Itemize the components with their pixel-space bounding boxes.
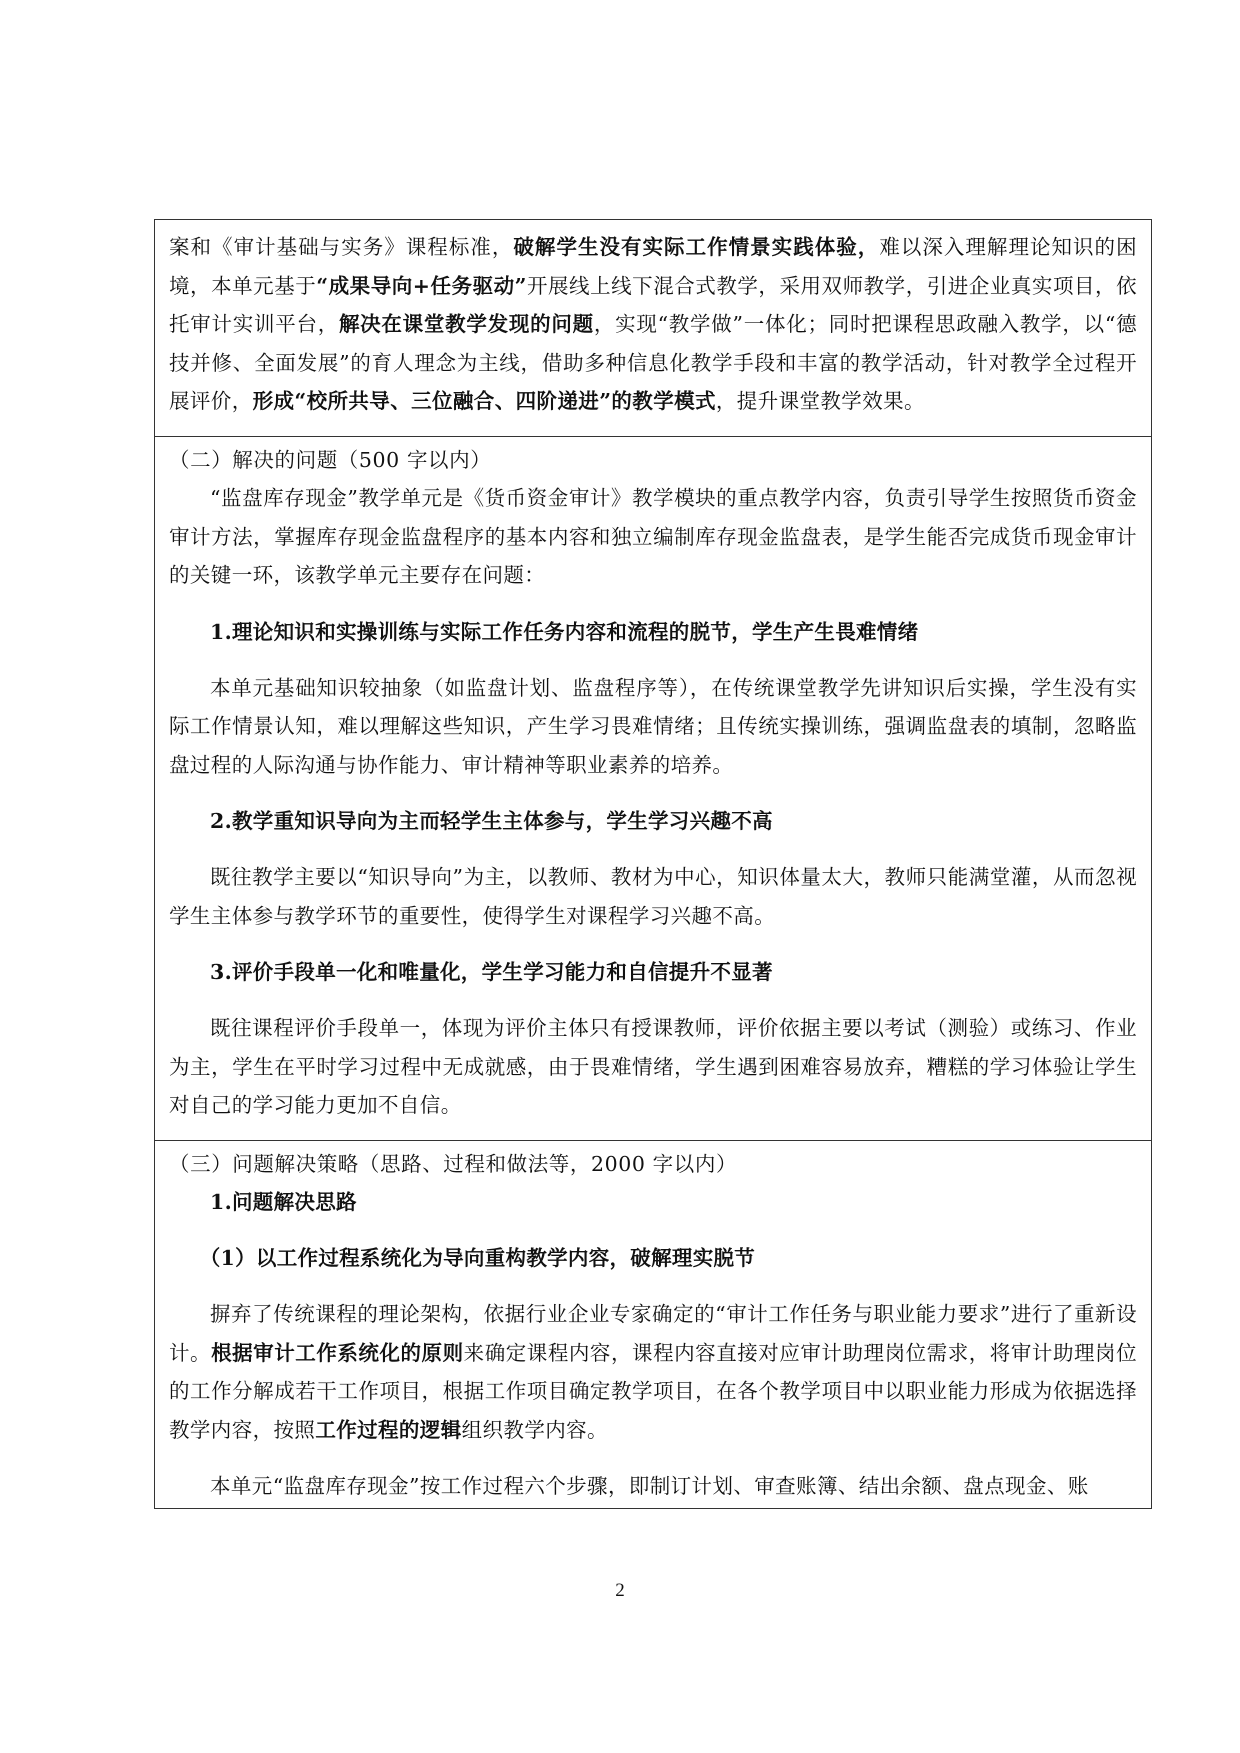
strategy-paragraph-2: 本单元“监盘库存现金”按工作过程六个步骤，即制订计划、审查账簿、结出余额、盘点现金、账 xyxy=(210,1474,1089,1498)
problem-2-text: 既往教学主要以“知识导向”为主，以教师、教材为中心，知识体量太大，教师只能满堂灌，从而忽视学生主体参与教学环节的重要性，使得学生对课程学习兴趣不高。 xyxy=(169,865,1137,928)
problem-3-text: 既往课程评价手段单一，体现为评价主体只有授课教师，评价依据主要以考试（测验）或练习、作业为主，学生在平时学习过程中无成就感，由于畏难情绪，学生遇到困难容易放弃，糟糕的学习体验让学生对自己的学习能力更加不自信。 xyxy=(169,1016,1137,1117)
problems-intro: “监盘库存现金”教学单元是《货币资金审计》教学模块的重点教学内容，负责引导学生按照货币资金审计方法，掌握库存现金监盘程序的基本内容和独立编制库存现金监盘表，是学生能否完成货币现金审计的关键一环，该教学单元主要存在问题： xyxy=(169,486,1137,587)
table-cell-overview xyxy=(155,219,1151,436)
strategy-subheading-1: 1.问题解决思路 xyxy=(210,1190,357,1214)
page-number: 2 xyxy=(615,1580,625,1601)
problem-1-title: 1.理论知识和实操训练与实际工作任务内容和流程的脱节，学生产生畏难情绪 xyxy=(210,619,919,644)
problem-1-text: 本单元基础知识较抽象（如监盘计划、监盘程序等），在传统课堂教学先讲知识后实操，学生没有实际工作情景认知，难以理解这些知识，产生学习畏难情绪；且传统实操训练，强调监盘表的填制，忽略监盘过程的人际沟通与协作能力、审计精神等职业素养的培养。 xyxy=(169,675,1137,777)
table-cell-problems xyxy=(155,436,1151,1140)
section-heading-strategy: （三）问题解决策略（思路、过程和做法等，2000 字以内） xyxy=(169,1152,738,1176)
problem-3-title: 3.评价手段单一化和唯量化，学生学习能力和自信提升不显著 xyxy=(210,960,773,984)
section-heading-problems: （二）解决的问题（500 字以内） xyxy=(169,448,492,472)
strategy-subheading-1-1: （1）以工作过程系统化为导向重构教学内容，破解理实脱节 xyxy=(199,1246,756,1270)
content-table xyxy=(154,219,1152,1509)
overview-paragraph: 案和《审计基础与实务》课程标准，破解学生没有实际工作情景实践体验，难以深入理解理论知识的困境，本单元基于“成果导向+任务驱动”开展线上线下混合式教学，采用双师教学，引进企业真实项目，依托审计实训平台，解决在课堂教学发现的问题，实现“教学做”一体化；同时把课程思政融入教学，以“德技并修、全面发展”的育人理念为主线，借助多种信息化教学手段和丰富的教学活动，针对教学全过程开展评价，形成“校所共导、三位融合、四阶递进”的教学模式，提升课堂教学效果。 xyxy=(169,235,1137,413)
table-cell-strategy xyxy=(155,1140,1151,1509)
strategy-paragraph-1: 摒弃了传统课程的理论架构，依据行业企业专家确定的“审计工作任务与职业能力要求”进行了重新设计。根据审计工作系统化的原则来确定课程内容，课程内容直接对应审计助理岗位需求，将审计助理岗位的工作分解成若干工作项目，根据工作项目确定教学项目，在各个教学项目中以职业能力形成为依据选择教学内容，按照工作过程的逻辑组织教学内容。 xyxy=(169,1302,1137,1442)
problem-2-title: 2.教学重知识导向为主而轻学生主体参与，学生学习兴趣不高 xyxy=(210,809,773,833)
